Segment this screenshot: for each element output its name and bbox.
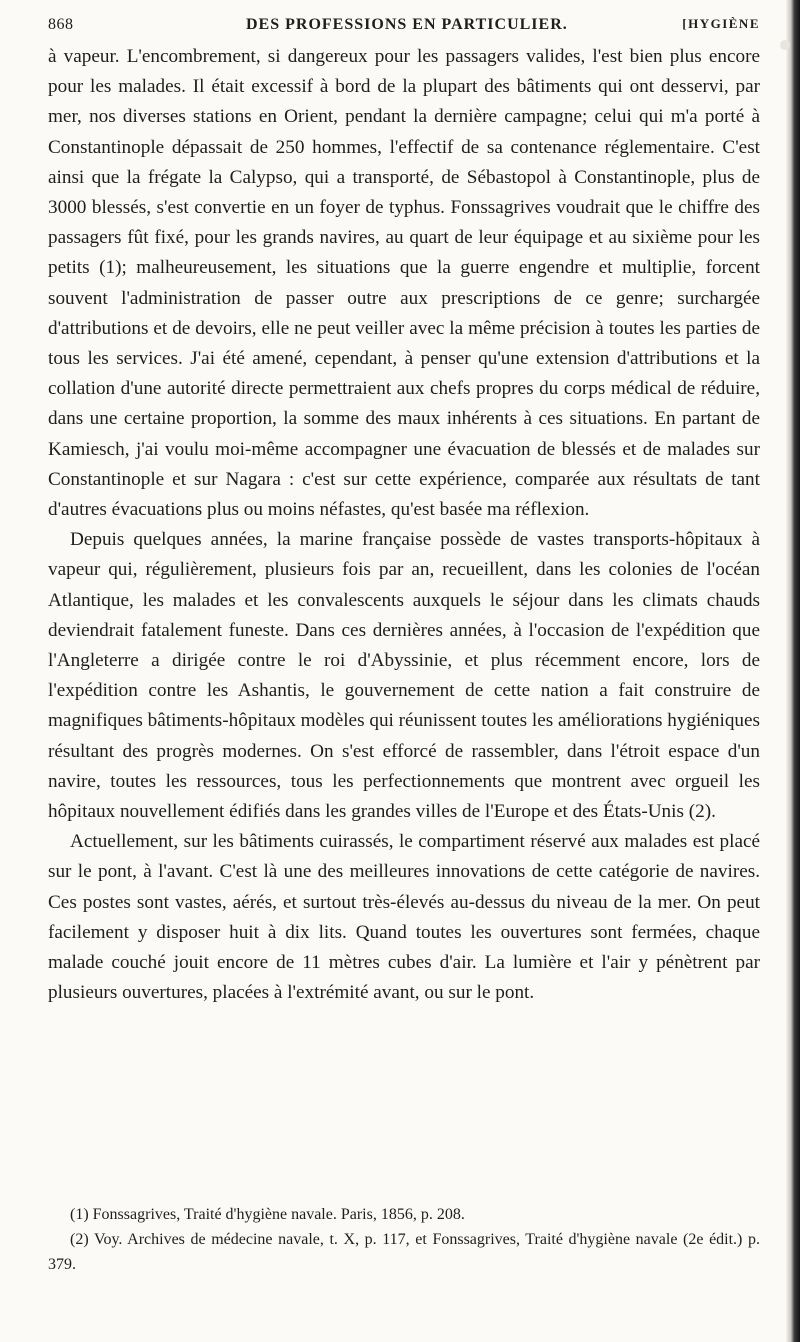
paragraph-3: Actuellement, sur les bâtiments cuirassés, le compartiment réservé aux malades est placé sur le pont, à l'avant. C'est là une des meilleures innovations de cette catégorie de navires. Ces postes sont vastes, aérés, et surtout très-élevés au-dessus du niveau de la mer. On peut facilement y disposer huit à dix lits. Quand toutes les ouvertures sont fermées, chaque malade couché jouit encore de 11 mètres cubes d'air. La lumière et l'air y pénètrent par plusieurs ouvertures, placées à l'extrémité avant, ou sur le pont. <box>48 831 760 1004</box>
running-title: DES PROFESSIONS EN PARTICULIER. <box>246 16 568 33</box>
page-number: 868 <box>48 16 74 33</box>
paper-spot <box>780 40 790 50</box>
paragraph-1: à vapeur. L'encombrement, si dangereux pour les passagers valides, l'est bien plus encore pour les malades. Il était excessif à bord de la plupart des bâtiments qui ont desservi, par mer, nos diverses stations en Orient, pendant la dernière campagne; celui qui m'a porté à Constantinople dépassait de 250 hommes, l'effectif de sa contenance réglementaire. C'est ainsi que la frégate la Calypso, qui a transporté, de Sébastopol à Constantinople, plus de 3000 blessés, s'est convertie en un foyer de typhus. Fonssagrives voudrait que le chiffre des passagers fût fixé, pour les grands navires, au quart de leur équipage et au sixième pour les petits (1); malheureusement, les situations que la guerre engendre et multiplie, forcent souvent l'administration de passer outre aux prescriptions de ce genre; surchargée d'attributions et de devoirs, elle ne peut veiller avec la même précision à toutes les parties de tous les services. J'ai été amené, cependant, à penser qu'une extension d'attributions et la collation d'une autorité directe permettraient aux chefs propres du corps médical de réduire, dans une certaine proportion, la somme des maux inhérents à ces situations. En partant de Kamiesch, j'ai voulu moi-même accompagner une évacuation de blessés et de malades sur Constantinople et sur Nagara : c'est sur cette expérience, comparée aux résultats de tant d'autres évacuations plus ou moins néfastes, qu'est basée ma réflexion. <box>48 46 760 521</box>
main-text <box>48 42 760 1009</box>
paragraph-2: Depuis quelques années, la marine française possède de vastes transports-hôpitaux à vapeur qui, régulièrement, plusieurs fois par an, recueillent, dans les colonies de l'océan Atlantique, les malades et les convalescents auxquels le séjour dans les climats chauds deviendrait fatalement funeste. Dans ces dernières années, à l'occasion de l'expédition que l'Angleterre a dirigée contre le roi d'Abyssinie, et plus récemment encore, lors de l'expédition contre les Ashantis, le gouvernement de cette nation a fait construire de magnifiques bâtiments-hôpitaux modèles qui réunissent toutes les améliorations hygiéniques résultant des progrès modernes. On s'est efforcé de rassembler, dans l'étroit espace d'un navire, toutes les ressources, tous les perfectionnements que montrent avec orgueil les hôpitaux nouvellement édifiés dans les grandes villes de l'Europe et des États-Unis (2). <box>48 529 760 823</box>
section-title: [HYGIÈNE <box>682 16 760 31</box>
page-binding-edge <box>786 0 800 1342</box>
footnote-1: (1) Fonssagrives, Traité d'hygiène navale. Paris, 1856, p. 208. <box>70 1206 465 1223</box>
footnote-2: (2) Voy. Archives de médecine navale, t. X, p. 117, et Fonssagrives, Traité d'hygiène navale (2e édit.) p. 379. <box>48 1231 760 1273</box>
footnotes <box>48 1202 760 1277</box>
